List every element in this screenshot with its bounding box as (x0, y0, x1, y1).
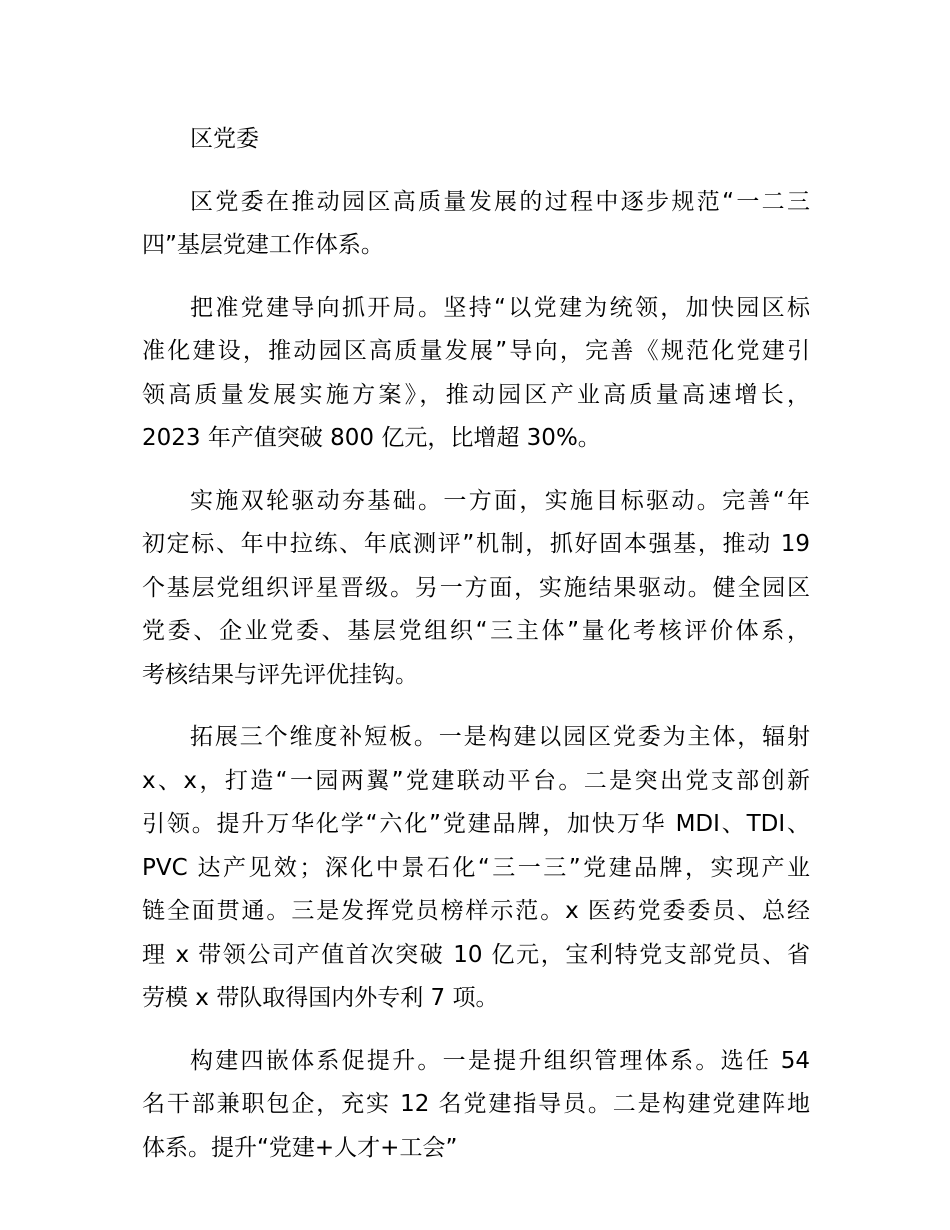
text-line: 考核结果与评先评优挂钩。 (142, 661, 418, 688)
text-line: 区党委 (190, 126, 259, 152)
paragraph (142, 181, 810, 268)
text-line: x、x，打造“一园两翼”党建联动平台。二是突出党支部创新 (142, 767, 810, 794)
text-line: 实施双轮驱动夯基础。一方面，实施目标驱动。完善“年 (190, 487, 810, 514)
text-line: 劳模 x 带队取得国内外专利 7 项。 (142, 985, 499, 1011)
text-line: 区党委在推动园区高质量发展的过程中逐步规范“一二三 (190, 188, 810, 215)
text-line: 名干部兼职包企，充实 12 名党建指导员。二是构建党建阵地 (142, 1091, 810, 1117)
text-line: 2023 年产值突破 800 亿元，比增超 30%。 (142, 425, 601, 451)
paragraph (142, 287, 810, 461)
text-line: 把准党建导向抓开局。坚持“以党建为统领，加快园区标 (190, 294, 810, 321)
paragraph (142, 480, 810, 698)
text-line: 个基层党组织评星晋级。另一方面，实施结果驱动。健全园区 (142, 574, 810, 601)
text-line: 准化建设，推动园区高质量发展”导向，完善《规范化党建引 (142, 338, 810, 364)
document-page (142, 118, 810, 1189)
text-line: 构建四嵌体系促提升。一是提升组织管理体系。选任 54 (190, 1047, 810, 1074)
text-line: 拓展三个维度补短板。一是构建以园区党委为主体，辐射 (190, 724, 810, 750)
text-line: 体系。提升“党建+人才+工会” (142, 1134, 458, 1161)
text-line: 四”基层党建工作体系。 (142, 232, 384, 258)
text-line: 理 x 带领公司产值首次突破 10 亿元，宝利特党支部党员、省 (142, 941, 810, 968)
paragraph (142, 118, 810, 162)
text-line: 领高质量发展实施方案》，推动园区产业高质量高速增长， (142, 381, 810, 408)
text-line: PVC 达产见效；深化中景石化“三一三”党建品牌，实现产业 (142, 854, 810, 881)
text-line: 引领。提升万华化学“六化”党建品牌，加快万华 MDI、TDI、 (142, 811, 810, 837)
text-line: 党委、企业党委、基层党组织“三主体”量化考核评价体系， (142, 618, 810, 644)
paragraph (142, 1040, 810, 1171)
text-line: 链全面贯通。三是发挥党员榜样示范。x 医药党委委员、总经 (142, 898, 810, 924)
text-line: 初定标、年中拉练、年底测评”机制，抓好固本强基，推动 19 (142, 531, 810, 557)
paragraph (142, 716, 810, 1021)
